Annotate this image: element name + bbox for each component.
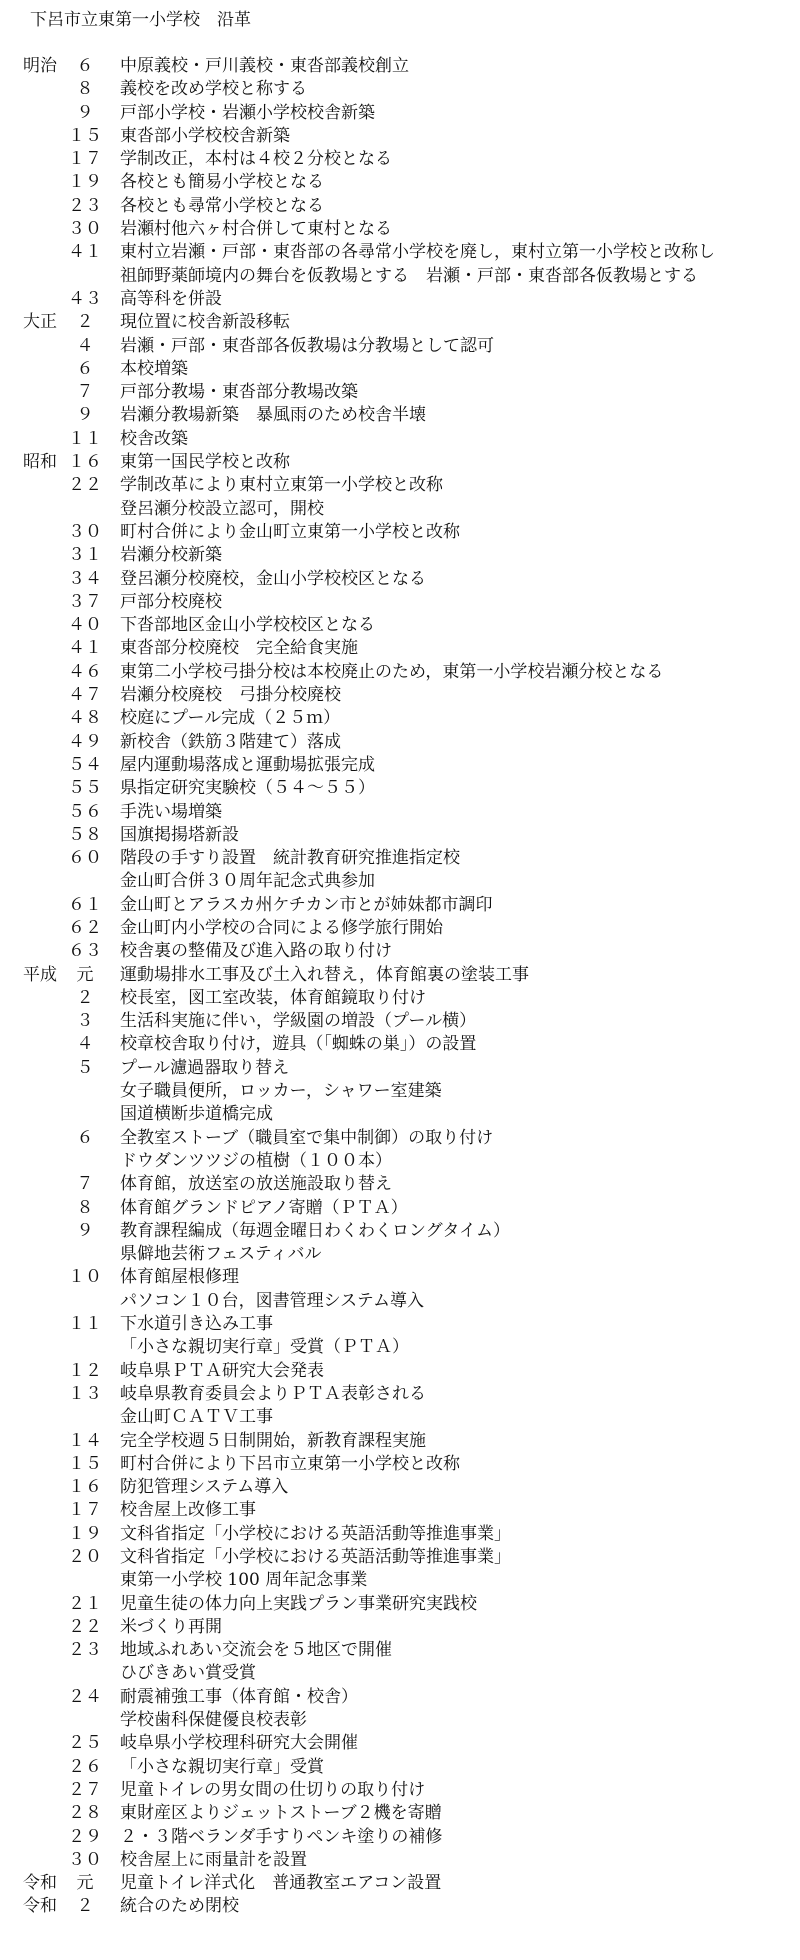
event-text: 岩瀬分教場新築 暴風雨のため校舎半壊	[120, 405, 426, 426]
year-label: ６０	[68, 848, 102, 869]
event-text: 戸部小学校・岩瀬小学校校舎新築	[120, 102, 375, 123]
history-row	[0, 1220, 800, 1243]
year-label: ６３	[68, 941, 102, 962]
year-label: １５	[68, 125, 102, 146]
event-text: 体育館グランドピアノ寄贈（ＰＴＡ）	[120, 1197, 408, 1218]
history-row	[0, 754, 800, 777]
year-label: ４７	[68, 685, 102, 706]
history-row	[0, 171, 800, 194]
year-label: ４	[76, 1034, 94, 1055]
history-row	[0, 544, 800, 567]
year-label: ５５	[68, 778, 102, 799]
history-row	[0, 195, 800, 218]
year-label: １１	[68, 1314, 102, 1335]
history-row	[0, 148, 800, 171]
year-label: ４１	[68, 242, 102, 263]
year-label: ６２	[68, 917, 102, 938]
year-label: ４３	[68, 288, 102, 309]
event-text: 現位置に校舎新設移転	[120, 312, 290, 333]
year-label: ２３	[68, 195, 102, 216]
history-row	[0, 1476, 800, 1499]
history-row	[0, 1173, 800, 1196]
event-text: 町村合併により下呂市立東第一小学校と改称	[120, 1453, 460, 1474]
year-label: ２	[76, 312, 94, 333]
event-text: プール濾過器取り替え	[120, 1057, 290, 1078]
event-text: 米づくり再開	[120, 1616, 222, 1637]
year-label: １０	[68, 1267, 102, 1288]
year-label: ５	[76, 1057, 94, 1078]
history-row	[0, 474, 800, 497]
history-row	[0, 894, 800, 917]
event-text: 登呂瀬分校設立認可，開校	[120, 498, 324, 519]
history-row	[0, 684, 800, 707]
event-text: 運動場排水工事及び土入れ替え，体育館裏の塗装工事	[120, 964, 530, 985]
year-label: ５６	[68, 801, 102, 822]
year-label: ２１	[68, 1593, 102, 1614]
event-text: 校長室，図工室改装，体育館鏡取り付け	[120, 987, 426, 1008]
history-row	[0, 1057, 800, 1080]
history-row	[0, 777, 800, 800]
year-label: 元	[76, 1873, 94, 1894]
history-row	[0, 1849, 800, 1872]
event-text: 東村立岩瀬・戸部・東沓部の各尋常小学校を廃し，東村立第一小学校と改称し	[120, 242, 715, 263]
history-row	[0, 1080, 800, 1103]
event-text: 県僻地芸術フェスティバル	[120, 1244, 322, 1265]
event-text: 体育館屋根修理	[120, 1267, 239, 1288]
history-row	[0, 1336, 800, 1359]
event-text: 手洗い場増築	[120, 801, 222, 822]
event-text: 完全学校週５日制開始，新教育課程実施	[120, 1430, 426, 1451]
history-row	[0, 1033, 800, 1056]
history-row	[0, 1732, 800, 1755]
history-row	[0, 55, 800, 78]
year-label: ４１	[68, 638, 102, 659]
history-row	[0, 1430, 800, 1453]
event-text: 文科省指定「小学校における英語活動等推進事業」	[120, 1523, 511, 1544]
year-label: ３０	[68, 219, 102, 240]
history-row	[0, 1662, 800, 1685]
event-text: 岩瀬分校新築	[120, 545, 222, 566]
era-label: 大正	[23, 312, 57, 333]
event-text: 岩瀬村他六ヶ村合併して東村となる	[120, 219, 392, 240]
event-text: 岐阜県教育委員会よりＰＴＡ表彰される	[120, 1383, 426, 1404]
year-label: １５	[68, 1453, 102, 1474]
event-text: 児童生徒の体力向上実践プラン事業研究実践校	[120, 1593, 477, 1614]
history-row	[0, 824, 800, 847]
year-label: ４６	[68, 661, 102, 682]
year-label: １９	[68, 1523, 102, 1544]
year-label: ４８	[68, 708, 102, 729]
year-label: ２４	[68, 1686, 102, 1707]
year-label: ６	[76, 56, 94, 76]
year-label: ２２	[68, 1616, 102, 1637]
event-text: ２・３階ベランダ手すりペンキ塗りの補修	[120, 1826, 443, 1847]
history-row	[0, 731, 800, 754]
year-label: ３４	[68, 568, 102, 589]
year-label: ７	[76, 1174, 94, 1195]
year-label: １６	[68, 1477, 102, 1498]
year-label: ２７	[68, 1779, 102, 1800]
event-text: 金山町合併３０周年記念式典参加	[120, 871, 375, 892]
event-text: 各校とも簡易小学校となる	[120, 172, 324, 193]
year-label: ２	[76, 987, 94, 1008]
history-row	[0, 1872, 800, 1895]
event-text: 東第一小学校 100 周年記念事業	[120, 1570, 368, 1591]
event-text: 校舎屋上に雨量計を設置	[120, 1849, 307, 1870]
history-row	[0, 964, 800, 987]
year-label: １７	[68, 149, 102, 170]
event-text: 下水道引き込み工事	[120, 1314, 273, 1335]
year-label: ４０	[68, 615, 102, 636]
history-row	[0, 1127, 800, 1150]
event-text: 下沓部地区金山小学校校区となる	[120, 615, 375, 636]
year-label: ４	[76, 335, 94, 356]
event-text: ひびきあい賞受賞	[120, 1663, 256, 1684]
event-text: 岩瀬・戸部・東沓部各仮教場は分教場として認可	[120, 335, 494, 356]
event-text: 国道横断歩道橋完成	[120, 1104, 273, 1125]
year-label: ２０	[68, 1547, 102, 1567]
year-label: ２	[76, 1896, 94, 1917]
event-text: 各校とも尋常小学校となる	[120, 195, 324, 216]
history-row	[0, 1639, 800, 1662]
history-row	[0, 498, 800, 521]
history-row	[0, 1593, 800, 1616]
event-text: 東第二小学校弓掛分校は本校廃止のため，東第一小学校岩瀬分校となる	[120, 661, 664, 682]
event-text: 東沓部小学校校舎新築	[120, 125, 290, 146]
event-text: 岐阜県小学校理科研究大会開催	[120, 1733, 358, 1754]
history-row	[0, 1499, 800, 1522]
year-label: ９	[76, 102, 94, 123]
event-text: 学制改革により東村立東第一小学校と改称	[120, 475, 443, 496]
history-row	[0, 987, 800, 1010]
event-text: 本校増築	[120, 358, 188, 379]
history-row	[0, 1197, 800, 1220]
document-title: 下呂市立東第一小学校 沿革	[30, 10, 251, 30]
event-text: 戸部分校廃校	[120, 591, 222, 612]
history-row	[0, 358, 800, 381]
history-row	[0, 1360, 800, 1383]
year-label: ３	[76, 1011, 94, 1032]
event-text: 登呂瀬分校廃校，金山小学校校区となる	[120, 568, 426, 589]
history-row	[0, 335, 800, 358]
event-text: 国旗掲揚塔新設	[120, 824, 239, 845]
history-row	[0, 1569, 800, 1592]
event-text: 岩瀬分校廃校 弓掛分校廃校	[120, 685, 341, 706]
history-row	[0, 1266, 800, 1289]
history-row	[0, 451, 800, 474]
event-text: 金山町ＣＡＴＶ工事	[120, 1407, 273, 1428]
era-label: 令和	[23, 1873, 57, 1894]
year-label: ４９	[68, 731, 102, 752]
event-text: 祖師野薬師境内の舞台を仮教場とする 岩瀬・戸部・東沓部各仮教場とする	[120, 265, 698, 286]
history-row	[0, 428, 800, 451]
history-row	[0, 1290, 800, 1313]
history-row	[0, 218, 800, 241]
year-label: ２３	[68, 1640, 102, 1661]
event-text: 防犯管理システム導入	[120, 1477, 289, 1498]
history-row	[0, 870, 800, 893]
history-row	[0, 847, 800, 870]
event-text: パソコン１０台，図書管理システム導入	[120, 1290, 424, 1311]
event-text: 屋内運動場落成と運動場拡張完成	[120, 754, 375, 775]
history-row	[0, 1709, 800, 1732]
history-row	[0, 1453, 800, 1476]
year-label: １９	[68, 172, 102, 193]
history-row	[0, 1616, 800, 1639]
event-text: 教育課程編成（毎週金曜日わくわくロングタイム）	[120, 1220, 510, 1241]
history-row	[0, 78, 800, 101]
history-row	[0, 940, 800, 963]
event-text: 文科省指定「小学校における英語活動等推進事業」	[120, 1547, 511, 1567]
history-row	[0, 1756, 800, 1779]
history-row	[0, 1895, 800, 1918]
year-label: ２５	[68, 1733, 102, 1754]
event-text: 金山町内小学校の合同による修学旅行開始	[120, 917, 443, 938]
event-text: 東第一国民学校と改称	[120, 452, 290, 473]
history-row	[0, 591, 800, 614]
year-label: ６	[76, 358, 94, 379]
year-label: ２９	[68, 1826, 102, 1847]
year-label: ６	[76, 1127, 94, 1148]
history-row	[0, 1686, 800, 1709]
year-label: ６１	[68, 894, 102, 915]
event-text: 校庭にプール完成（２５ｍ）	[120, 708, 341, 729]
event-text: ドウダンツツジの植樹（１００本）	[120, 1150, 392, 1171]
history-row	[0, 707, 800, 730]
year-label: ２６	[68, 1756, 102, 1777]
event-text: 義校を改め学校と称する	[120, 79, 307, 100]
history-row	[0, 311, 800, 334]
event-text: 耐震補強工事（体育館・校舎）	[120, 1686, 358, 1707]
event-text: 高等科を併設	[120, 288, 222, 309]
event-text: 学校歯科保健優良校表彰	[120, 1710, 307, 1731]
year-label: ３０	[68, 521, 102, 542]
event-text: 金山町とアラスカ州ケチカン市とが姉妹都市調印	[120, 894, 493, 915]
history-row	[0, 1010, 800, 1033]
year-label: ５４	[68, 754, 102, 775]
event-text: 女子職員便所，ロッカー，シャワー室建築	[120, 1081, 442, 1102]
event-text: 新校舎（鉄筋３階建て）落成	[120, 731, 341, 752]
history-row	[0, 404, 800, 427]
event-text: 児童トイレの男女間の仕切りの取り付け	[120, 1779, 426, 1800]
year-label: ３７	[68, 591, 102, 612]
event-text: 校舎改築	[120, 428, 188, 449]
event-text: 学制改正，本村は４校２分校となる	[120, 149, 392, 170]
history-row	[0, 1313, 800, 1336]
history-row	[0, 381, 800, 404]
era-label: 明治	[23, 56, 57, 76]
event-text: 「小さな親切実行章」受賞	[120, 1756, 324, 1777]
event-text: 児童トイレ洋式化 普通教室エアコン設置	[120, 1873, 442, 1894]
era-label: 令和	[23, 1896, 57, 1917]
year-label: ７	[76, 382, 94, 403]
year-label: ３０	[68, 1849, 102, 1870]
event-text: 東沓部分校廃校 完全給食実施	[120, 638, 358, 659]
year-label: １２	[68, 1360, 102, 1381]
event-text: 東財産区よりジェットストーブ２機を寄贈	[120, 1803, 442, 1824]
event-text: 生活科実施に伴い，学級園の増設（プール横）	[120, 1011, 477, 1032]
history-row	[0, 1779, 800, 1802]
history-row	[0, 265, 800, 288]
history-row	[0, 637, 800, 660]
year-label: ８	[76, 79, 94, 100]
history-row	[0, 102, 800, 125]
year-label: １３	[68, 1383, 102, 1404]
history-row	[0, 1406, 800, 1429]
history-row	[0, 661, 800, 684]
year-label: ２８	[68, 1803, 102, 1824]
event-text: 統合のため閉校	[120, 1896, 239, 1917]
event-text: 校舎裏の整備及び進入路の取り付け	[120, 941, 392, 962]
history-row	[0, 917, 800, 940]
event-text: 校舎屋上改修工事	[120, 1500, 256, 1521]
history-row	[0, 241, 800, 264]
era-label: 昭和	[23, 452, 57, 473]
history-row	[0, 288, 800, 311]
year-label: ９	[76, 1220, 94, 1241]
history-row	[0, 1826, 800, 1849]
year-label: ８	[76, 1197, 94, 1218]
event-text: 県指定研究実験校（５４～５５）	[120, 778, 375, 799]
history-row	[0, 125, 800, 148]
event-text: 体育館，放送室の放送施設取り替え	[120, 1174, 392, 1195]
event-text: 校章校舎取り付け，遊具（「蜘蛛の巣」）の設置	[120, 1034, 477, 1055]
year-label: ９	[76, 405, 94, 426]
history-row	[0, 614, 800, 637]
history-row	[0, 1802, 800, 1825]
era-label: 平成	[23, 964, 57, 985]
year-label: ２２	[68, 475, 102, 496]
year-label: １７	[68, 1500, 102, 1521]
event-text: 岐阜県ＰＴＡ研究大会発表	[120, 1360, 324, 1381]
history-row	[0, 1103, 800, 1126]
history-list	[0, 55, 800, 1919]
event-text: 全教室ストーブ（職員室で集中制御）の取り付け	[120, 1127, 494, 1148]
history-row	[0, 521, 800, 544]
event-text: 「小さな親切実行章」受賞（ＰＴＡ）	[120, 1337, 409, 1358]
year-label: ５８	[68, 824, 102, 845]
history-row	[0, 568, 800, 591]
history-row	[0, 1383, 800, 1406]
year-label: ３１	[68, 545, 102, 566]
history-row	[0, 1523, 800, 1546]
event-text: 階段の手すり設置 統計教育研究推進指定校	[120, 848, 460, 869]
event-text: 町村合併により金山町立東第一小学校と改称	[120, 521, 460, 542]
year-label: １４	[68, 1430, 102, 1451]
event-text: 中原義校・戸川義校・東沓部義校創立	[120, 56, 409, 76]
history-row	[0, 1150, 800, 1173]
history-row	[0, 1546, 800, 1569]
event-text: 戸部分教場・東沓部分教場改築	[120, 382, 358, 403]
year-label: １１	[68, 428, 102, 449]
event-text: 地域ふれあい交流会を５地区で開催	[120, 1640, 392, 1661]
year-label: 元	[76, 964, 94, 985]
history-row	[0, 801, 800, 824]
history-row	[0, 1243, 800, 1266]
year-label: １６	[68, 452, 102, 473]
